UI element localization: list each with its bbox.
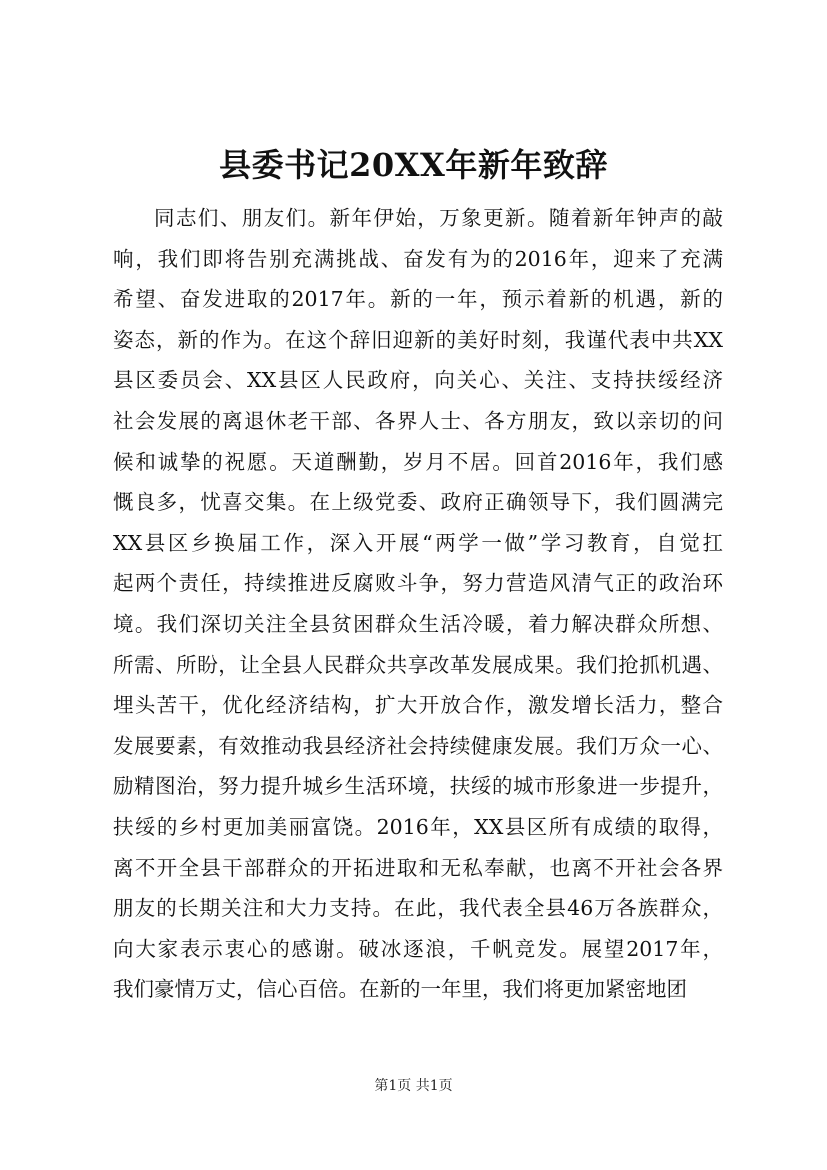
body-line: 希望、奋发进取的2017年。新的一年，预示着新的机遇，新的 (113, 287, 723, 312)
body-line: 响，我们即将告别充满挑战、奋发有为的2016年，迎来了充满 (113, 246, 723, 271)
body-line: 所需、所盼，让全县人民群众共享改革发展成果。我们抢抓机遇、 (113, 652, 723, 677)
body-line: 扶绥的乡村更加美丽富饶。2016年，XX县区所有成绩的取得， (113, 814, 723, 839)
body-line: 社会发展的离退休老干部、各界人士、各方朋友，致以亲切的问 (113, 408, 723, 433)
body-line: 县区委员会、XX县区人民政府，向关心、关注、支持扶绥经济 (113, 368, 723, 393)
body-line: 起两个责任，持续推进反腐败斗争，努力营造风清气正的政治环 (113, 571, 723, 596)
body-line: 朋友的长期关注和大力支持。在此，我代表全县46万各族群众， (113, 896, 723, 921)
body-line: 候和诚挚的祝愿。天道酬勤，岁月不居。回首2016年，我们感 (113, 449, 723, 474)
body-line: 离不开全县干部群众的开拓进取和无私奉献，也离不开社会各界 (113, 855, 723, 880)
body-line: 发展要素，有效推动我县经济社会持续健康发展。我们万众一心、 (113, 733, 723, 758)
body-line: 埋头苦干，优化经济结构，扩大开放合作，激发增长活力，整合 (113, 693, 723, 718)
body-line: 励精图治，努力提升城乡生活环境，扶绥的城市形象进一步提升， (113, 774, 723, 799)
body-line: 慨良多，忧喜交集。在上级党委、政府正确领导下，我们圆满完 (113, 490, 723, 515)
document-title: 县委书记20XX年新年致辞 (219, 146, 608, 184)
document-body (113, 198, 723, 1010)
body-line: 向大家表示衷心的感谢。破冰逐浪，千帆竞发。展望2017年， (113, 936, 723, 961)
body-line: 姿态，新的作为。在这个辞旧迎新的美好时刻，我谨代表中共XX (113, 327, 723, 352)
page-footer: 第1页 共1页 (374, 1078, 453, 1094)
body-line: XX县区乡换届工作，深入开展“两学一做”学习教育，自觉扛 (113, 530, 723, 555)
body-line: 同志们、朋友们。新年伊始，万象更新。随着新年钟声的敲 (154, 206, 723, 230)
body-line: 境。我们深切关注全县贫困群众生活冷暖，着力解决群众所想、 (113, 611, 723, 636)
body-line: 我们豪情万丈，信心百倍。在新的一年里，我们将更加紧密地团 (113, 977, 687, 1002)
